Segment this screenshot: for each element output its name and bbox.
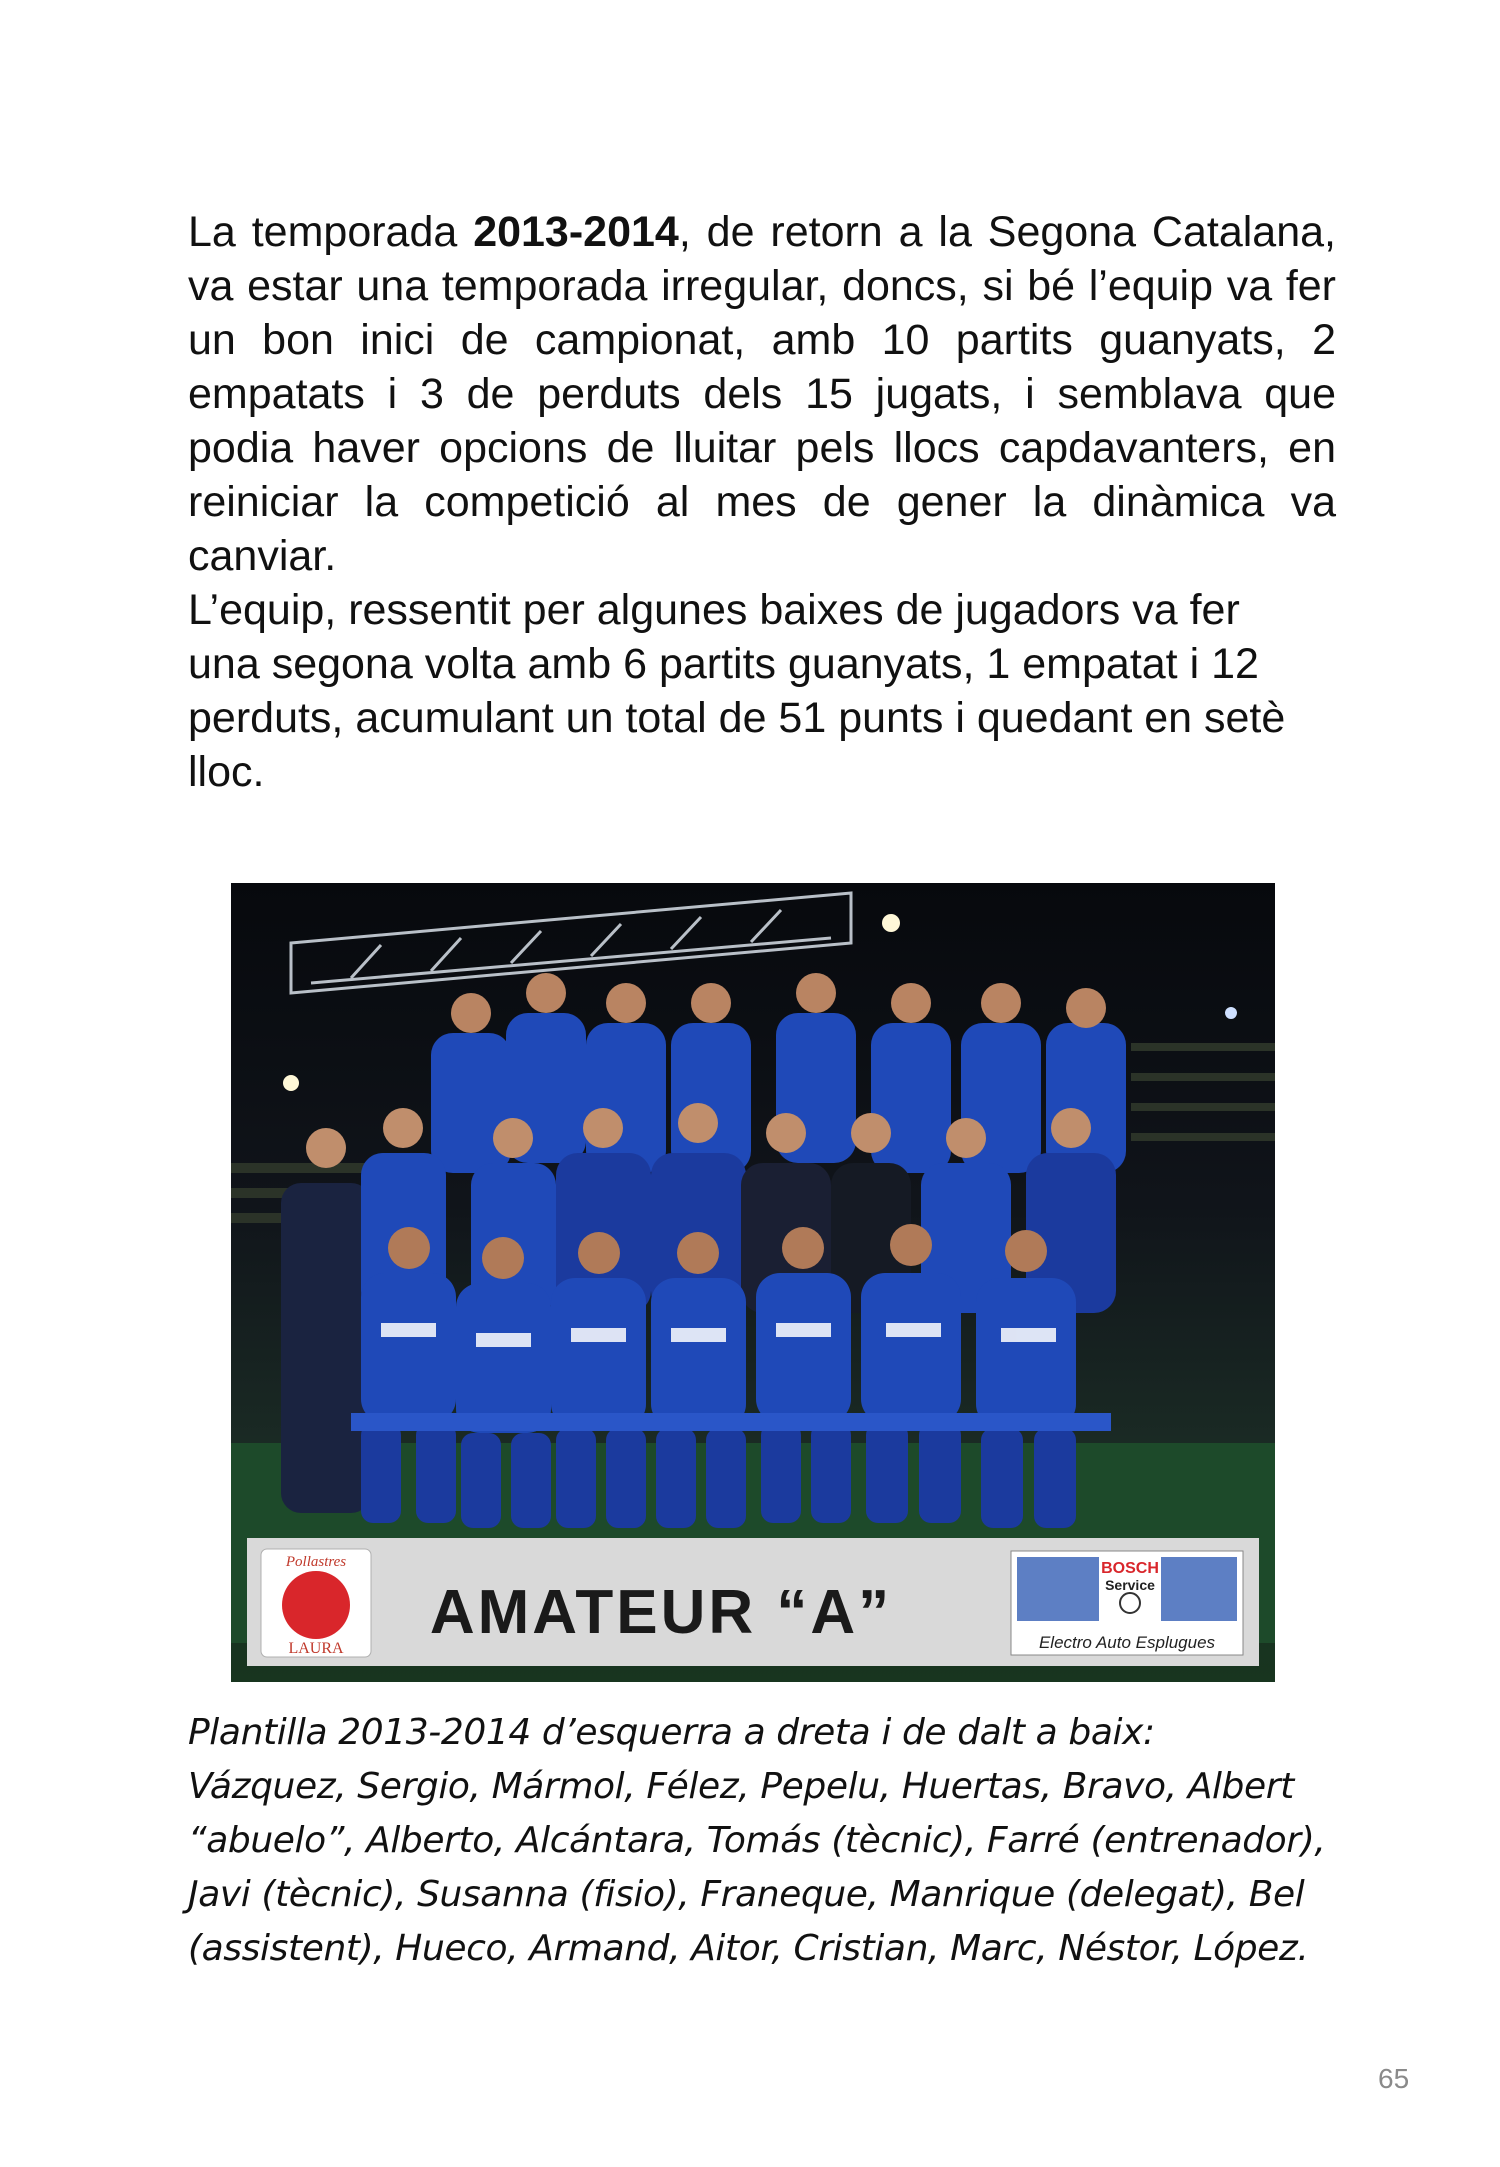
paragraph-2-line: perduts, acumulant un total de 51 punts i quedant en setè xyxy=(188,694,1286,742)
caption-line: Vázquez, Sergio, Mármol, Félez, Pepelu, Huertas, Bravo, Albert xyxy=(188,1766,1294,1807)
paragraph-1-rest: , de retorn a la Segona Catalana, va estar una temporada irregular, doncs, si bé l’equip va fer un bon inici de campionat, amb 10 partits guanyats, 2 empatats i 3 de perduts dels 15 jugats, i semblava que podia haver opcions de lluitar pels llocs capdavanters, en reiniciar la competició al mes de gener la dinàmica va canviar. xyxy=(188,208,1336,580)
team-photo-illustration xyxy=(231,883,1275,1682)
caption-line: Javi (tècnic), Susanna (fisio), Franeque, Manrique (delegat), Bel xyxy=(188,1874,1305,1915)
paragraph-1-start: La temporada xyxy=(188,208,474,256)
body-text xyxy=(188,205,1336,799)
photo-caption xyxy=(188,1706,1368,1976)
season-highlight: 2013-2014 xyxy=(473,208,679,256)
team-banner xyxy=(247,1538,1259,1666)
logo-left-bottom: LAURA xyxy=(288,1640,344,1657)
paragraph-2-line: lloc. xyxy=(188,748,265,796)
floodlight-icon xyxy=(283,1075,299,1091)
stadium-roof xyxy=(291,893,851,993)
floodlight-icon xyxy=(882,914,900,932)
paragraph-1 xyxy=(188,205,1336,583)
caption-line: “abuelo”, Alberto, Alcántara, Tomás (tècnic), Farré (entrenador), xyxy=(188,1820,1326,1861)
banner-title: AMATEUR “A” xyxy=(429,1578,893,1647)
floodlight-icon xyxy=(1225,1007,1237,1019)
rooster-logo-icon xyxy=(282,1571,350,1639)
paragraph-2-line: una segona volta amb 6 partits guanyats, 1 empatat i 12 xyxy=(188,640,1259,688)
paragraph-2-line: L’equip, ressentit per algunes baixes de jugadors va fer xyxy=(188,586,1240,634)
team-photo xyxy=(231,883,1275,1682)
page-number: 65 xyxy=(1378,2063,1410,2094)
paragraph-2 xyxy=(188,583,1336,799)
caption-line: (assistent), Hueco, Armand, Aitor, Cristian, Marc, Néstor, López. xyxy=(188,1928,1309,1969)
logo-left-top: Pollastres xyxy=(285,1554,347,1570)
logo-right-line1: BOSCH xyxy=(1101,1560,1159,1577)
caption-line: Plantilla 2013-2014 d’esquerra a dreta i de dalt a baix: xyxy=(188,1712,1155,1753)
logo-right-line2: Service xyxy=(1105,1577,1155,1593)
logo-right-bottom: Electro Auto Esplugues xyxy=(1038,1633,1216,1652)
